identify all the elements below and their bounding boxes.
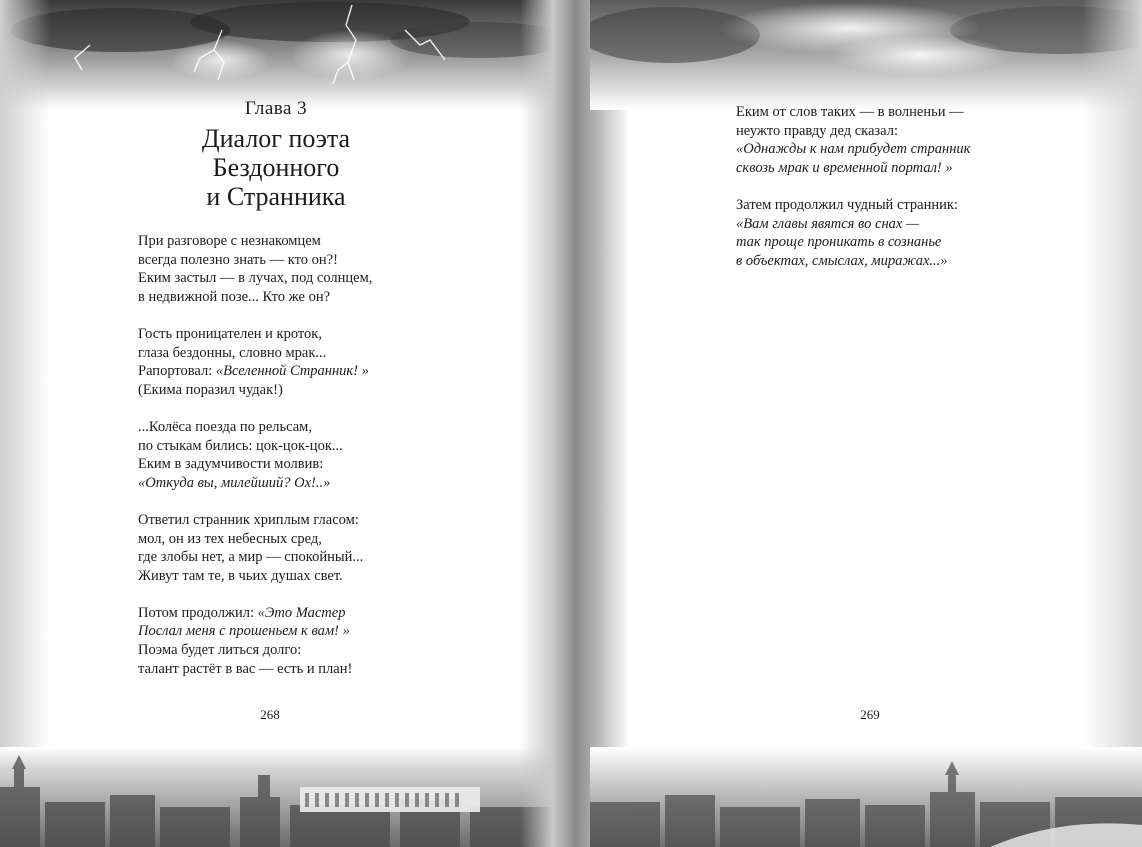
storm-sky-illustration	[0, 0, 552, 110]
poem-line: Живут там те, в чьих душах свет.	[138, 567, 343, 584]
poem-line: Рапортовал: «Вселенной Странник! »	[138, 363, 369, 380]
poem-line: по стыкам бились: цок-цок-цок...	[138, 437, 343, 454]
poem-line: Еким в задумчивости молвив:	[138, 456, 324, 473]
chapter-title-line: и Странника	[206, 182, 346, 211]
poem-line: Ответил странник хриплым гласом:	[138, 511, 359, 528]
poem-line: Поэма будет литься долго:	[138, 642, 302, 659]
poem-line: где злобы нет, а мир — спокойный...	[138, 549, 364, 566]
page-number: 269	[860, 707, 880, 722]
stanza	[138, 325, 372, 399]
poem-line: сквозь мрак и временной портал! »	[736, 159, 953, 176]
stanza	[736, 103, 970, 177]
left-page	[0, 0, 552, 847]
poem-line: «Вам главы явятся во снах —	[736, 215, 919, 232]
stanza	[736, 196, 970, 270]
poem-line: Еким от слов таких — в волненьи —	[736, 104, 964, 120]
poem-line: всегда полезно знать — кто он?!	[138, 251, 338, 268]
cloud-sky-illustration	[590, 0, 1142, 110]
chapter-title	[0, 124, 552, 211]
poem-line: Гость проницателен и кроток,	[138, 325, 322, 342]
chapter-title-line: Диалог поэта	[201, 124, 351, 153]
poem-line: Потом продолжил: «Это Мастер	[138, 604, 346, 621]
poem-line: так проще проникать в сознанье	[736, 234, 942, 251]
poem-text	[138, 232, 372, 697]
stanza	[138, 232, 372, 306]
stanza	[138, 604, 372, 678]
city-panorama-illustration	[590, 747, 1142, 847]
stanza	[138, 418, 372, 492]
right-page	[590, 0, 1142, 847]
chapter-label: Глава 3	[244, 98, 308, 119]
poem-line: неужто правду дед сказал:	[736, 122, 898, 139]
poem-line: в недвижной позе... Кто же он?	[138, 288, 331, 305]
page-shadow	[1082, 0, 1142, 847]
poem-line: (Екима поразил чудак!)	[138, 381, 283, 398]
poem-line: глаза бездонны, словно мрак...	[138, 344, 327, 361]
poem-line: Послал меня с прошеньем к вам! »	[138, 623, 350, 640]
poem-line: «Однажды к нам прибудет странник	[736, 141, 971, 158]
poem-line: При разговоре с незнакомцем	[138, 233, 321, 249]
poem-line: «Откуда вы, милейший? Ох!..»	[138, 474, 331, 491]
chapter-title-line: Бездонного	[212, 153, 340, 182]
stanza	[138, 511, 372, 585]
poem-line: Затем продолжил чудный странник:	[736, 196, 958, 213]
poem-line: талант растёт в вас — есть и план!	[138, 660, 353, 677]
poem-line: Еким застыл — в лучах, под солнцем,	[138, 270, 373, 287]
poem-line: в объектах, смыслах, миражах...»	[736, 252, 948, 269]
poem-text	[736, 103, 970, 289]
page-number: 268	[260, 707, 280, 722]
poem-line: ...Колёса поезда по рельсам,	[138, 418, 312, 435]
city-panorama-illustration	[0, 747, 552, 847]
poem-line: мол, он из тех небесных сред,	[138, 530, 322, 547]
